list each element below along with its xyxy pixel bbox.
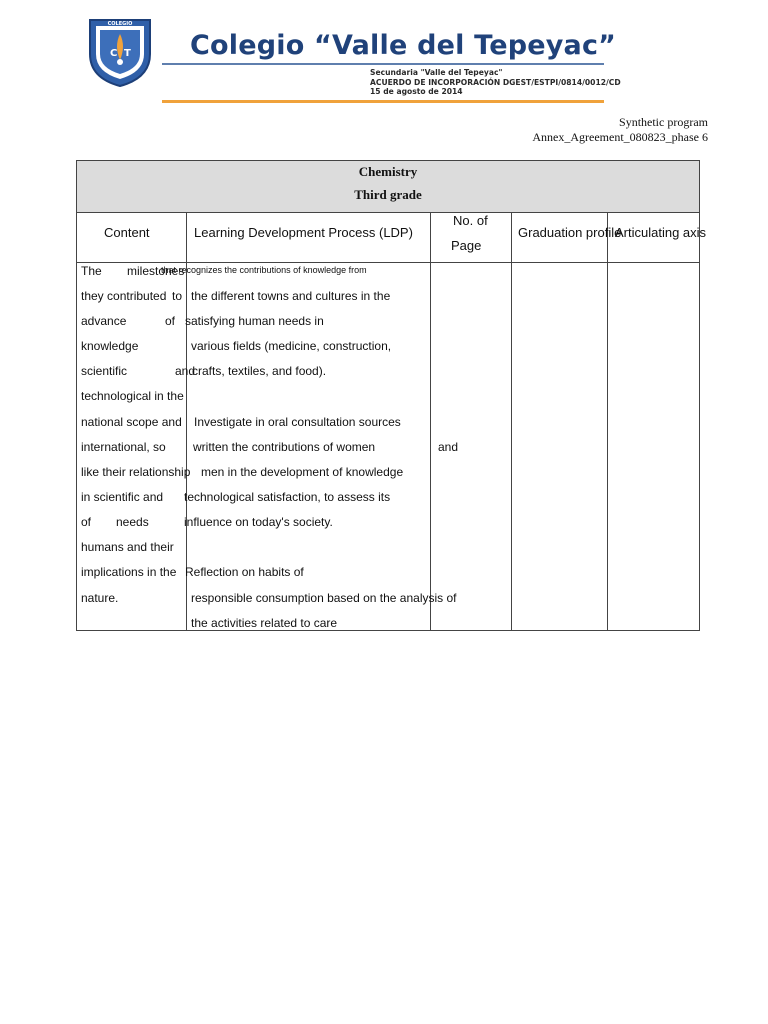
column-header-ldp: Learning Development Process (LDP): [194, 225, 413, 240]
svg-text:COLEGIO: COLEGIO: [107, 21, 133, 27]
content-line: international, so: [81, 440, 166, 454]
ldp-line: crafts, textiles, and food).: [192, 364, 327, 378]
meta-line: 15 de agosto de 2014: [370, 87, 463, 97]
header-row-divider: [77, 262, 699, 263]
column-header-page-line1: No. of: [453, 213, 488, 228]
content-line: technological in the: [81, 389, 184, 403]
ldp-line: the different towns and cultures in the: [191, 289, 391, 303]
meta-line: ACUERDO DE INCORPORACIÓN DGEST/ESTPI/0814/0012/CD: [370, 77, 621, 87]
ldp-line: technological satisfaction, to assess its: [184, 490, 391, 504]
content-line: knowledge: [81, 339, 139, 353]
annex-reference: [532, 115, 708, 145]
column-header-content: Content: [104, 225, 150, 240]
column-header-graduation-profile: Graduation profile: [518, 225, 622, 240]
column-header-articulating-axis: Articulating axis: [615, 225, 707, 240]
ldp-line: responsible consumption based on the analysis of: [191, 591, 457, 605]
school-crest-logo: [86, 16, 154, 88]
header-incorporation-info: [370, 68, 621, 97]
content-line: scientific: [81, 364, 128, 378]
column-divider: [607, 212, 608, 630]
content-line: to: [172, 289, 183, 303]
subject-banner: [77, 161, 699, 213]
annex-line: Synthetic program: [619, 115, 708, 129]
ldp-line: influence on today's society.: [184, 515, 333, 529]
content-line: of: [165, 314, 176, 328]
annex-line: Annex_Agreement_080823_phase 6: [532, 130, 708, 144]
subject-title: Chemistry: [358, 164, 418, 179]
content-line: of: [81, 515, 92, 529]
content-line: and: [175, 364, 196, 378]
content-line: needs: [116, 515, 149, 529]
content-line: advance: [81, 314, 127, 328]
svg-text:T: T: [124, 48, 131, 59]
content-line: humans and their: [81, 540, 174, 554]
content-line: milestones: [127, 264, 185, 278]
ldp-line: the activities related to care: [191, 616, 338, 630]
ldp-line: satisfying human needs in: [185, 314, 324, 328]
content-line: nature.: [81, 591, 119, 605]
ldp-line: men in the development of knowledge: [201, 465, 404, 479]
column-divider: [511, 212, 512, 630]
content-line: in scientific and: [81, 490, 164, 504]
content-line: implications in the: [81, 565, 177, 579]
meta-line: Secundaria "Valle del Tepeyac": [370, 68, 503, 77]
program-table: [76, 160, 707, 631]
content-line: national scope and: [81, 415, 182, 429]
header-orange-rule: [162, 100, 604, 103]
header-blue-rule: [162, 63, 604, 65]
svg-text:C: C: [110, 48, 118, 59]
grade-title: Third grade: [354, 187, 422, 202]
content-line: The: [81, 264, 102, 278]
ldp-line: written the contributions of women: [193, 440, 376, 454]
ldp-line: that recognizes the contributions of knowledge from: [161, 265, 367, 275]
school-name: Colegio “Valle del Tepeyac”: [190, 30, 617, 61]
ldp-line: various fields (medicine, construction,: [191, 339, 392, 353]
ldp-line: Reflection on habits of: [185, 565, 304, 579]
ldp-line: and: [438, 440, 459, 454]
content-line: they contributed: [81, 289, 167, 303]
ldp-line: Investigate in oral consultation sources: [194, 415, 401, 429]
column-divider: [430, 212, 431, 630]
content-line: like their relationship: [81, 465, 191, 479]
column-header-page-line2: Page: [451, 238, 482, 253]
